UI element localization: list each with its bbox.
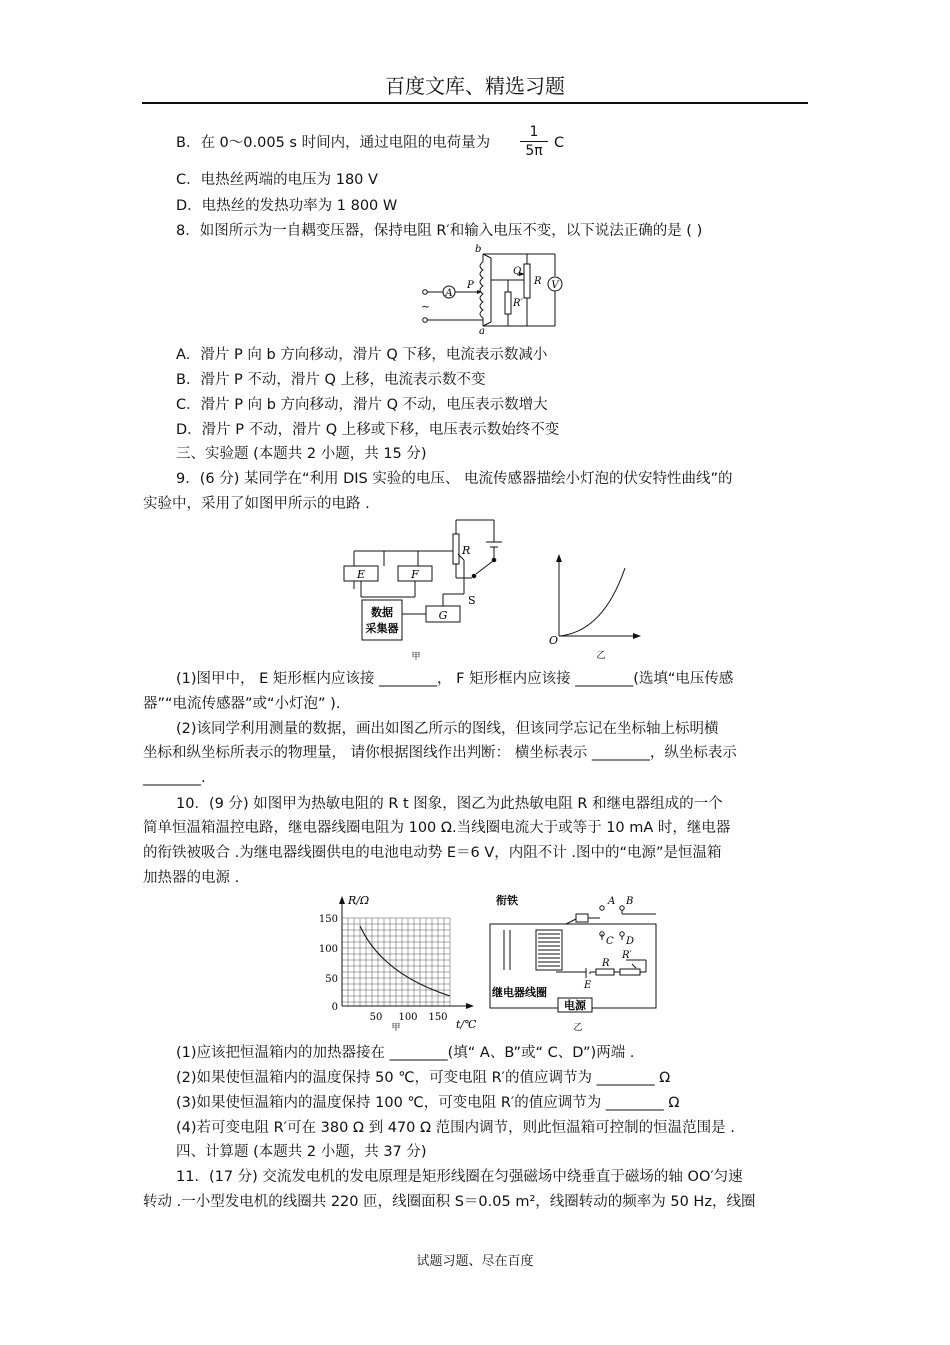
voltmeter-label: V [551, 280, 559, 291]
q9-circuit-figure-jia [336, 514, 508, 662]
q9-part1-line2: 器”“电流传感器”或“小灯泡” ). [143, 696, 341, 712]
q8-stem: 8．如图所示为一自耦变压器，保持电阻 R′和输入电压不变，以下说法正确的是 ( ) [176, 223, 703, 239]
y-tick-0: 0 [331, 1002, 338, 1013]
q7-fraction-denominator: 5π [525, 143, 543, 159]
relay-coil-label: 继电器线圈 [492, 986, 547, 999]
box-e-label: E [356, 568, 366, 581]
q10-stem-line4: 加热器的电源 . [143, 870, 240, 886]
q8-option-d: D．滑片 P 不动，滑片 Q 上移或下移，电压表示数始终不变 [176, 422, 560, 438]
contact-a-label: A [608, 896, 616, 907]
q9-part2-line2: 坐标和纵坐标所表示的物理量， 请你根据图线作出判断： 横坐标表示 ________，纵坐标表示 [143, 745, 737, 761]
resistor-r-label: R [534, 276, 542, 287]
q9-part2-line3: ________. [143, 770, 206, 786]
q7-option-d: D．电热丝的发热功率为 1 800 W [176, 198, 398, 214]
data-collector-label-1: 数据 [371, 606, 393, 619]
y-tick-150: 150 [318, 914, 338, 925]
q7-fraction-numerator: 1 [529, 124, 539, 140]
q7-option-c: C．电热丝两端的电压为 180 V [176, 172, 378, 188]
data-collector-label-2: 采集器 [365, 622, 399, 635]
x-tick-100: 100 [398, 1012, 418, 1023]
q7-option-b-unit: C [554, 135, 565, 151]
x-tick-50: 50 [369, 1012, 383, 1023]
ac-source-symbol: ~ [421, 300, 431, 313]
y-tick-100: 100 [318, 944, 338, 955]
q9-graph-figure-yi [545, 552, 645, 662]
q10-stem-line1: 10．(9 分) 如图甲为热敏电阻的 R t 图象，图乙为此热敏电阻 R 和继电器组成的一个 [176, 796, 723, 812]
ammeter-label: A [445, 288, 453, 299]
figure-jia-caption: 甲 [411, 652, 421, 662]
figure-jia-caption: 甲 [391, 1023, 401, 1032]
terminal-a-label: a [479, 326, 485, 334]
q10-part1: (1)应该把恒温箱内的加热器接在 ________(填“ A、B”或“ C、D”)两端 . [176, 1045, 635, 1061]
contact-d-label: D [626, 936, 635, 947]
q8-option-c: C．滑片 P 向 b 方向移动，滑片 Q 不动，电压表示数增大 [176, 397, 548, 413]
box-g-label: G [438, 609, 448, 622]
q10-part4: (4)若可变电阻 R′可在 380 Ω 到 470 Ω 范围内调节，则此恒温箱可控制的恒温范围是 . [176, 1120, 735, 1136]
terminal-b-label: b [475, 244, 482, 255]
resistor-rprime-label: R′ [513, 298, 523, 309]
rheostat-r-label: R [462, 544, 471, 557]
q11-stem-line1: 11．(17 分) 交流发电机的发电原理是矩形线圈在匀强磁场中绕垂直于磁场的轴 OO′匀速 [176, 1169, 743, 1185]
graph-y-axis-label: R/Ω [348, 894, 370, 907]
power-supply-label: 电源 [564, 999, 586, 1012]
q10-part2: (2)如果使恒温箱内的温度保持 50 ℃，可变电阻 R′的值应调节为 ________ Ω [176, 1070, 671, 1086]
q10-stem-line3: 的衔铁被吸合 .为继电器线圈供电的电池电动势 E＝6 V，内阻不计 .图中的“电源”是恒温箱 [143, 845, 722, 861]
figure-yi-caption: 乙 [596, 651, 606, 661]
slider-q-label: Q [513, 266, 522, 277]
q10-stem-line2: 简单恒温箱温控电路，继电器线圈电阻为 100 Ω.当线圈电流大于或等于 10 mA 时，继电器 [143, 820, 731, 836]
box-f-label: F [411, 568, 419, 581]
figure-yi-caption: 乙 [573, 1023, 583, 1032]
variable-resistor-label: R′ [622, 950, 632, 961]
page-footer: 试题习题、尽在百度 [416, 1254, 534, 1269]
contact-b-label: B [626, 896, 634, 907]
contact-c-label: C [606, 936, 614, 947]
q10-thermistor-graph-jia [312, 890, 482, 1032]
q11-stem-line2: 转动 .一小型发电机的线圈共 220 匝，线圈面积 S＝0.05 m²，线圈转动的频率为 50 Hz，线圈 [143, 1194, 756, 1210]
q10-relay-circuit-yi [486, 890, 662, 1032]
y-tick-50: 50 [325, 974, 338, 985]
section-4-heading: 四、计算题 (本题共 2 小题，共 37 分) [176, 1144, 427, 1160]
fraction-bar [520, 141, 548, 142]
x-tick-150: 150 [428, 1012, 448, 1023]
q9-part2-line1: (2)该同学利用测量的数据，画出如图乙所示的图线，但该同学忘记在坐标轴上标明横 [176, 721, 719, 737]
q10-part3: (3)如果使恒温箱内的温度保持 100 ℃，可变电阻 R′的值应调节为 ________ Ω [176, 1095, 680, 1111]
switch-s-label: S [468, 594, 476, 607]
header-rule [142, 102, 808, 104]
q7-fraction [520, 124, 548, 159]
q9-stem-line1: 9．(6 分) 某同学在“利用 DIS 实验的电压、 电流传感器描绘小灯泡的伏安特性曲线”的 [176, 471, 733, 487]
q8-option-b: B．滑片 P 不动，滑片 Q 上移，电流表示数不变 [176, 372, 486, 388]
battery-e-label: E [584, 980, 592, 991]
q9-part1-line1: (1)图甲中， E 矩形框内应该接 ________， F 矩形框内应该接 ________(选填“电压传感 [176, 671, 734, 687]
slider-p-label: P [467, 280, 474, 291]
thermistor-r-label: R [602, 958, 610, 969]
q8-autotransformer-figure [415, 244, 565, 334]
section-3-heading: 三、实验题 (本题共 2 小题，共 15 分) [176, 446, 427, 462]
q9-stem-line2: 实验中，采用了如图甲所示的电路 . [143, 496, 370, 512]
graph-x-axis-label: t/℃ [456, 1018, 477, 1031]
origin-o-label: O [549, 634, 559, 647]
q8-option-a: A．滑片 P 向 b 方向移动，滑片 Q 下移，电流表示数减小 [176, 347, 548, 363]
q7-option-b: B．在 0～0.005 s 时间内，通过电阻的电荷量为 [176, 135, 491, 151]
armature-label: 衔铁 [496, 894, 518, 907]
page-header-title: 百度文库、精选习题 [385, 74, 565, 98]
